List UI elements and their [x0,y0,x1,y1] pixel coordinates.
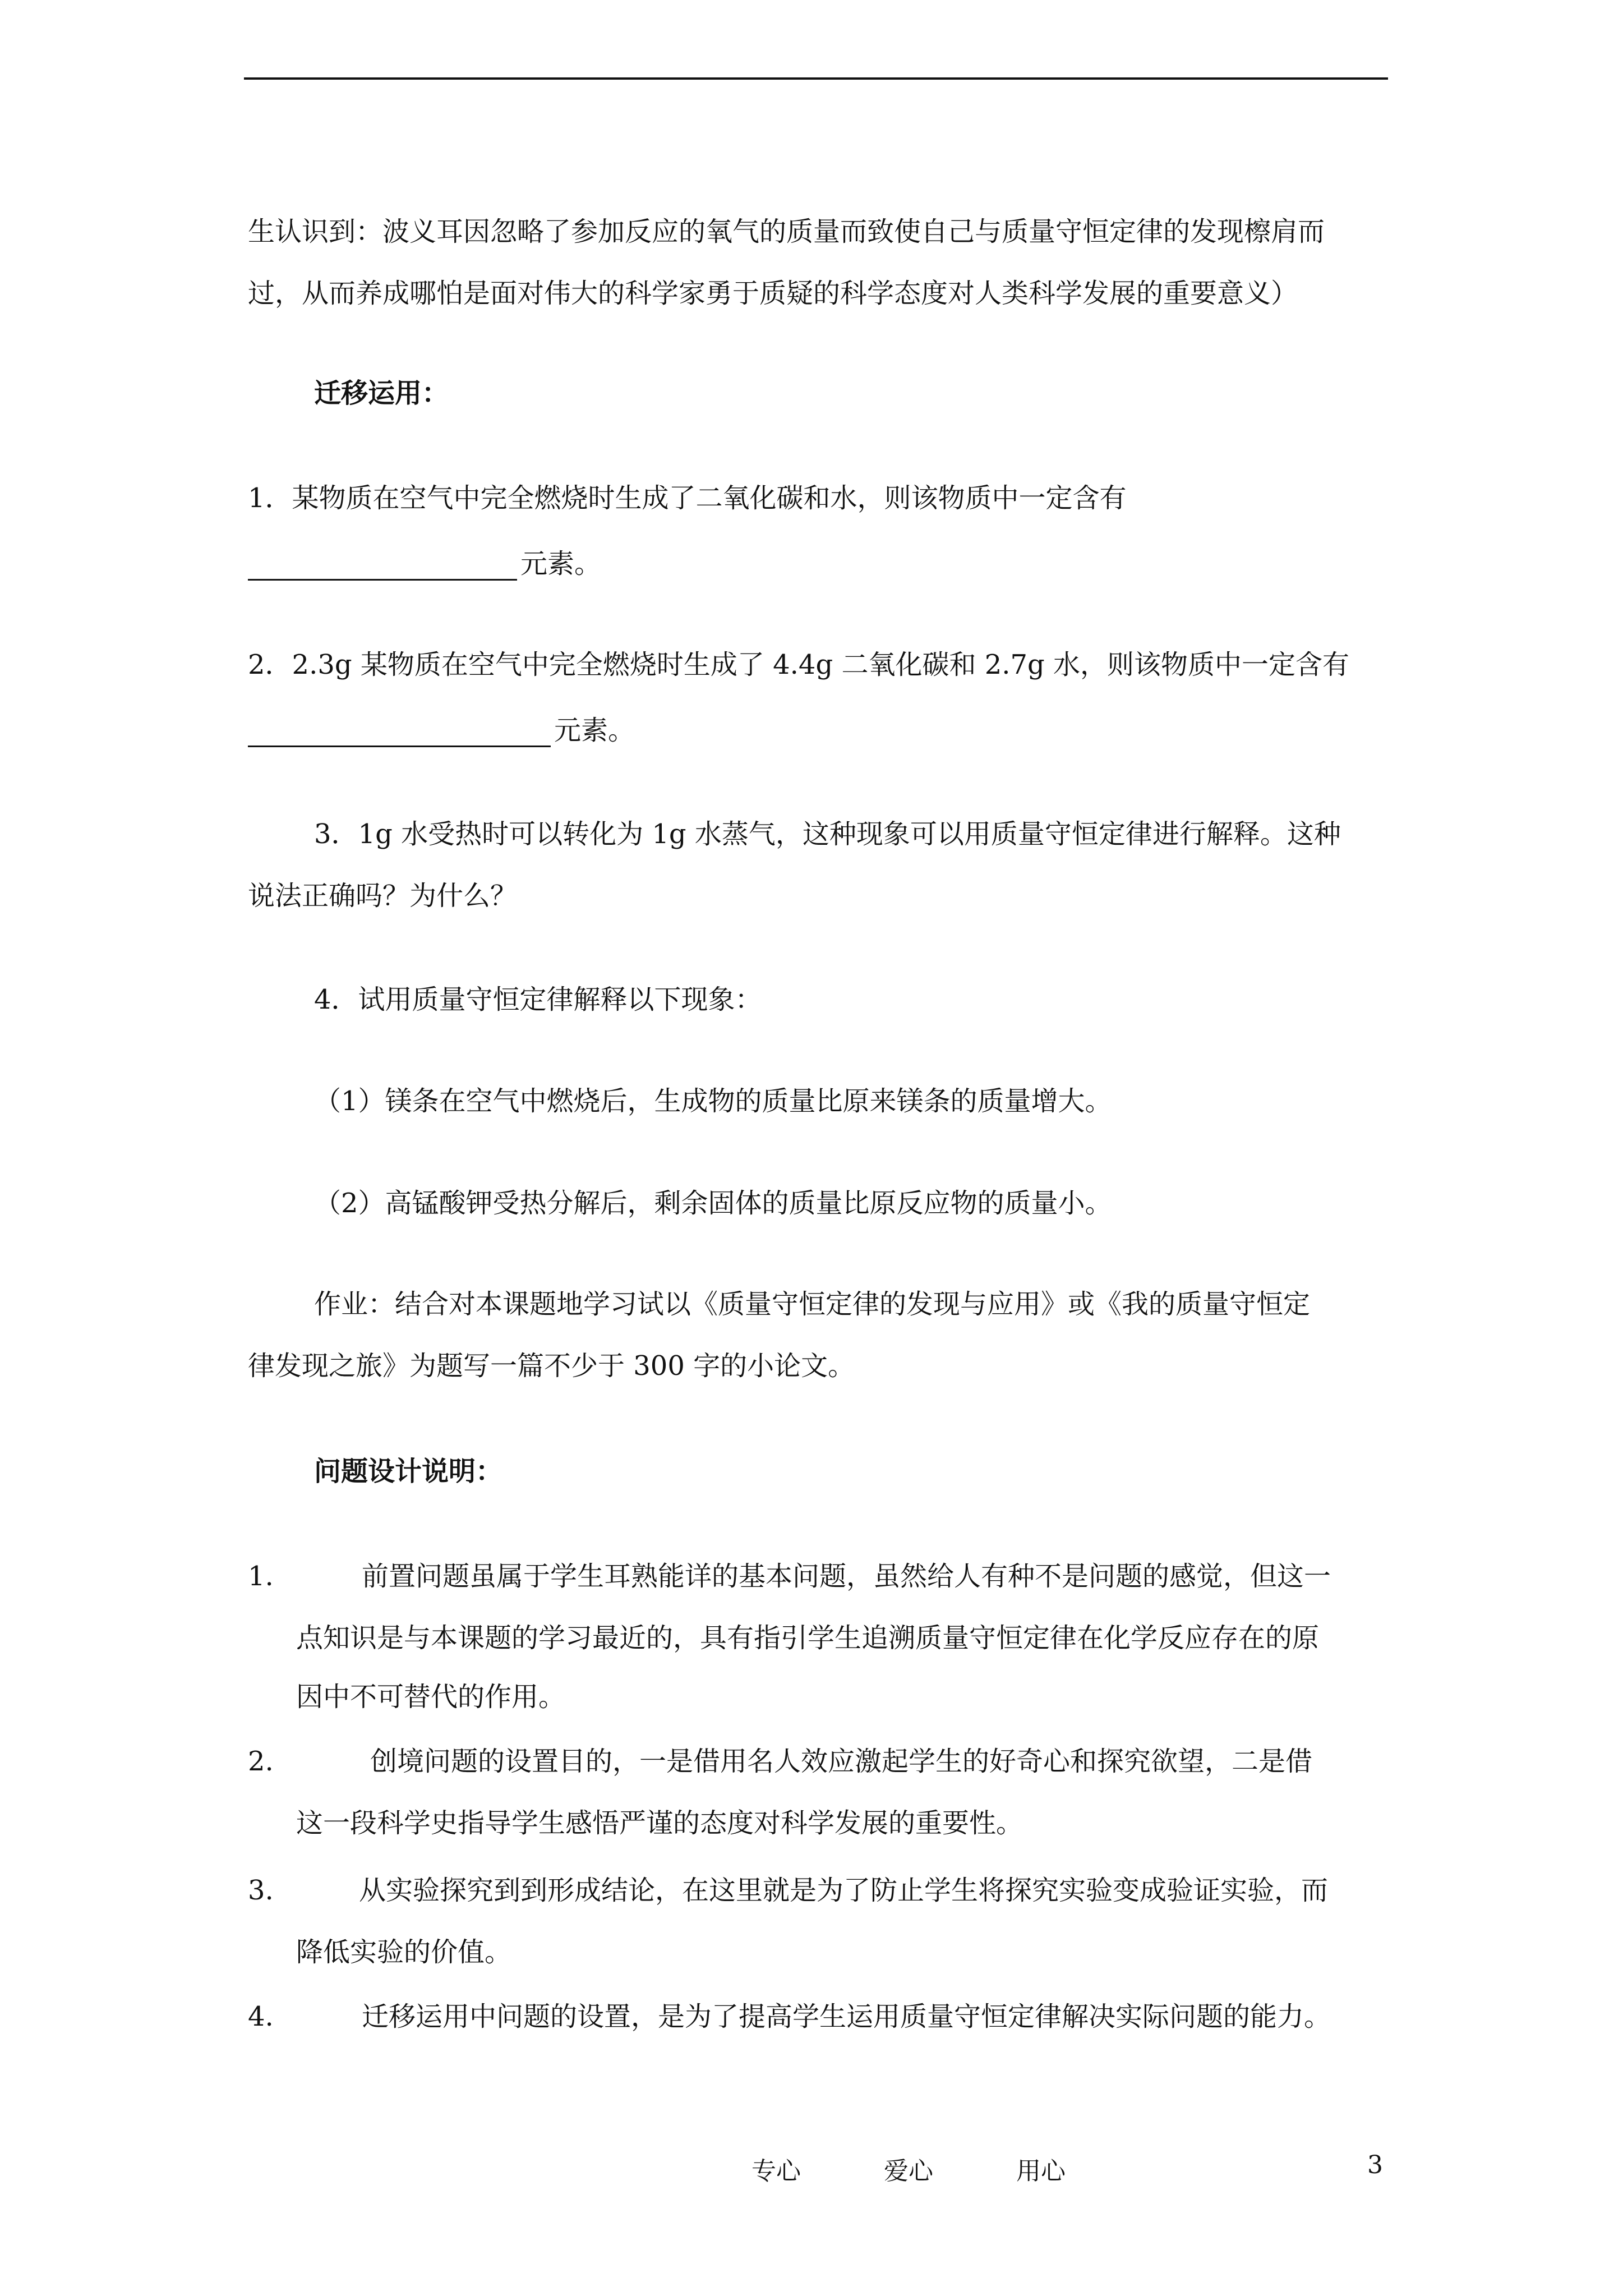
question-2-line-1: 2．2.3g 某物质在空气中完全燃烧时生成了 4.4g 二氧化碳和 2.7g 水，则该物质中一定含有 [248,649,1350,680]
question-1-line-1: 1．某物质在空气中完全燃烧时生成了二氧化碳和水，则该物质中一定含有 [248,482,1127,514]
answer-blank-2[interactable] [248,723,551,747]
design-item-4-line-1: 迁移运用中问题的设置，是为了提高学生运用质量守恒定律解决实际问题的能力。 [362,2001,1331,2032]
intro-line-2: 过，从而养成哪怕是面对伟大的科学家勇于质疑的科学态度对人类科学发展的重要意义） [248,278,1298,309]
transfer-heading: 迁移运用： [314,378,449,409]
page-number: 3 [1367,2151,1383,2179]
answer-blank-1[interactable] [248,556,517,581]
question-4-item-1: （1）镁条在空气中燃烧后，生成物的质量比原来镁条的质量增大。 [314,1085,1112,1117]
question-2-suffix: 元素。 [554,715,635,746]
design-item-2-number: 2. [248,1746,274,1777]
design-item-2-line-2: 这一段科学史指导学生感悟严谨的态度对科学发展的重要性。 [296,1807,1023,1839]
question-2-line-2 [248,714,635,747]
design-heading: 问题设计说明： [314,1456,503,1487]
question-3-line-2: 说法正确吗？为什么？ [248,880,518,912]
homework-line-2: 律发现之旅》为题写一篇不少于 300 字的小论文。 [248,1350,855,1382]
footer-motto: 专心 爱心 用心 [751,2157,1066,2185]
design-item-1-number: 1. [248,1561,274,1592]
design-item-3-number: 3. [248,1875,274,1906]
design-item-1-line-1: 前置问题虽属于学生耳熟能详的基本问题，虽然给人有种不是问题的感觉，但这一 [362,1561,1331,1592]
question-1-suffix: 元素。 [520,548,602,579]
design-item-3-line-1: 从实验探究到到形成结论，在这里就是为了防止学生将探究实验变成验证实验，而 [359,1875,1329,1906]
question-1-line-2 [248,547,601,581]
design-item-1-line-2: 点知识是与本课题的学习最近的，具有指引学生追溯质量守恒定律在化学反应存在的原 [296,1622,1320,1654]
design-item-1-line-3: 因中不可替代的作用。 [296,1681,566,1713]
question-3-line-1: 3．1g 水受热时可以转化为 1g 水蒸气，这种现象可以用质量守恒定律进行解释。这种 [314,818,1341,850]
design-item-3-line-2: 降低实验的价值。 [296,1936,512,1968]
intro-line-1: 生认识到：波义耳因忽略了参加反应的氧气的质量而致使自己与质量守恒定律的发现檫肩而 [248,216,1325,247]
question-4-item-2: （2）高锰酸钾受热分解后，剩余固体的质量比原反应物的质量小。 [314,1188,1112,1219]
design-item-2-line-1: 创境问题的设置目的，一是借用名人效应激起学生的好奇心和探究欲望，二是借 [370,1746,1313,1777]
question-4: 4．试用质量守恒定律解释以下现象： [314,984,762,1015]
design-item-4-number: 4. [248,2001,274,2032]
homework-line-1: 作业：结合对本课题地学习试以《质量守恒定律的发现与应用》或《我的质量守恒定 [314,1289,1311,1320]
header-rule [244,77,1388,80]
